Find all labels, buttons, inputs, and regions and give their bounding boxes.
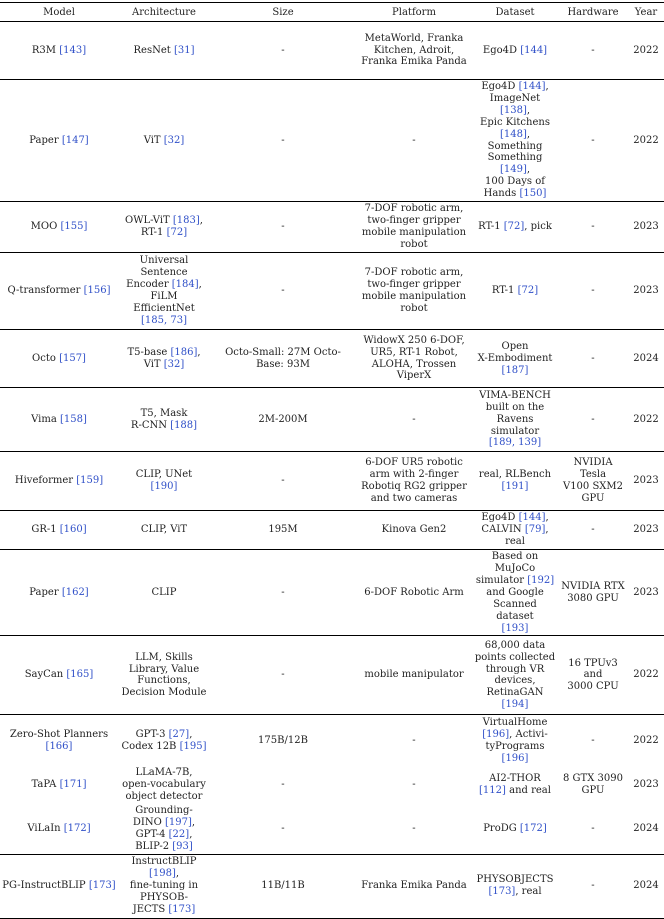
cell-text: Octo-Small: 27M Octo-Base: 93M [225,346,341,370]
cell-text: PHYSOBJECTS [476,874,554,886]
cell-text: - [281,778,285,790]
cell-text: 2023 [633,524,659,536]
cell-architecture [118,330,210,388]
table-body [0,22,664,919]
cell-architecture [118,636,210,715]
cell-text: CLIP, ViT [140,524,188,536]
cell-model [0,766,118,804]
cell-architecture [118,388,210,452]
cell-architecture [118,22,210,80]
cell-text: mobile manipulator [364,669,464,681]
cell-text: , BLIP-2 [135,828,193,852]
cell-text: Paper [29,134,62,146]
cell-model [0,202,118,253]
cell-architecture [118,452,210,511]
cell-platform [356,80,472,202]
cell-size [210,804,356,854]
cell-year [628,715,664,766]
cell-dataset [472,636,558,715]
cell-dataset [472,330,558,388]
cell-year [628,766,664,804]
cell-year [628,22,664,80]
table-row [0,550,664,636]
cell-text: Vima [31,413,60,425]
cell-text: Q-transformer [7,285,84,297]
cell-text: Hiveformer [14,475,77,487]
cell-architecture [118,854,210,918]
citation-link[interactable]: [72] [503,221,525,233]
cell-text: ViT [143,134,164,146]
citation-link[interactable]: [173] [168,903,196,915]
cell-text: ViLaIn [27,822,64,834]
citation-link[interactable]: [32] [163,358,185,370]
cell-size [210,330,356,388]
cell-text: , ViT [143,346,201,370]
cell-dataset [472,253,558,330]
cell-text: LLM, Skills Library, Value Functions, Decision Module [121,651,207,699]
cell-model [0,636,118,715]
cell-platform [356,715,472,766]
cell-text: 2023 [633,778,659,790]
cell-size [210,452,356,511]
citation-link[interactable]: [171] [59,778,87,790]
cell-text: 2022 [633,669,659,681]
cell-platform [356,804,472,854]
cell-text: - [591,524,595,536]
cell-platform [356,22,472,80]
cell-dataset [472,804,558,854]
cell-year [628,854,664,918]
citation-link[interactable]: [31] [173,44,195,56]
citation-link[interactable]: [190] [150,481,178,493]
citation-link[interactable]: [195] [179,740,207,752]
citation-link[interactable]: [187] [501,364,529,376]
cell-hardware [558,202,628,253]
cell-model [0,452,118,511]
cell-text: - [591,413,595,425]
cell-text: - [412,734,416,746]
cell-text: Ego4D [481,81,519,92]
citation-link[interactable]: [188] [170,419,198,431]
cell-text: , 100 Days of Hands [483,164,545,200]
cell-text: 68,000 data points collected through VR devices, RetinaGAN [474,639,556,699]
cell-architecture [118,202,210,253]
cell-platform [356,388,472,452]
cell-text: and Google Scanned dataset [486,586,544,622]
cell-hardware [558,550,628,636]
cell-text: 2023 [633,285,659,297]
cell-text: , real [505,524,549,548]
cell-text: - [591,734,595,746]
citation-link[interactable]: [192] [527,574,555,586]
cell-text: ProDG [483,822,520,834]
cell-text: CLIP, UNet [135,469,193,481]
cell-dataset [472,202,558,253]
cell-text: - [281,669,285,681]
cell-text: 8 GTX 3090 GPU [563,773,623,796]
cell-size [210,715,356,766]
cell-text: InstructBLIP [131,856,197,868]
cell-text: Based on MuJoCo simulator [475,551,539,586]
cell-text: 2022 [633,44,659,56]
cell-text: Zero-Shot Planners [9,728,109,740]
cell-dataset [472,511,558,550]
citation-link[interactable]: [144] [520,44,548,56]
cell-text: NVIDIA RTX 3080 GPU [561,580,625,604]
cell-text: and real [505,784,551,796]
cell-architecture [118,804,210,854]
cell-text: PG-InstructBLIP [2,880,89,892]
cell-hardware [558,854,628,918]
table-row [0,854,664,918]
cell-text: AI2-THOR [489,773,541,784]
citation-link[interactable]: [72] [166,227,188,239]
cell-size [210,202,356,253]
cell-text: , RT-1 [140,215,203,239]
cell-architecture [118,550,210,636]
cell-model [0,854,118,918]
table-row [0,511,664,550]
cell-text: 2023 [633,475,659,487]
table-row [0,452,664,511]
cell-architecture [118,715,210,766]
cell-size [210,388,356,452]
cell-dataset [472,80,558,202]
cell-year [628,388,664,452]
citation-link[interactable]: [166] [45,740,73,752]
cell-size [210,766,356,804]
citation-link[interactable]: [197] [165,816,192,828]
table-row [0,804,664,854]
cell-size [210,22,356,80]
cell-text: 2024 [633,822,659,834]
cell-platform [356,550,472,636]
cell-model [0,80,118,202]
citation-link[interactable]: [159] [76,475,104,487]
cell-hardware [558,388,628,452]
cell-dataset [472,854,558,918]
cell-model [0,511,118,550]
cell-text: , Codex 12B [121,728,193,752]
cell-text: , FiLM EfficientNet [133,279,202,314]
cell-text: - [281,221,285,233]
cell-year [628,452,664,511]
cell-text: Universal Sentence Encoder [126,255,189,291]
table-header-row [0,3,664,22]
cell-year [628,253,664,330]
model-comparison-table [0,2,664,919]
cell-text: - [591,880,595,892]
table-row [0,330,664,388]
cell-text: CLIP [151,586,177,598]
cell-text: , Something Something [487,128,543,164]
cell-text: , fine-tuning in PHYSOB- JECTS [129,868,199,915]
header-dataset: Dataset [495,6,535,18]
cell-text: , Epic Kitchens [480,104,550,128]
cell-model [0,550,118,636]
header-architecture: Architecture [132,6,196,18]
citation-link[interactable]: [184] [171,279,199,291]
citation-link[interactable]: [143] [59,44,87,56]
cell-text: SayCan [24,669,67,681]
cell-text: 2022 [633,134,659,146]
cell-text: Kinova Gen2 [381,524,447,536]
cell-year [628,330,664,388]
table-row [0,636,664,715]
cell-text: , Activi- tyPrograms [485,728,548,752]
cell-hardware [558,766,628,804]
citation-link[interactable]: [148] [499,128,527,140]
cell-text: - [412,134,416,146]
citation-link[interactable]: [93] [172,840,193,852]
cell-text: ResNet [133,44,174,56]
cell-platform [356,766,472,804]
cell-text: LLaMA-7B, open-vocabulary object detector [122,767,206,802]
cell-dataset [472,766,558,804]
cell-hardware [558,80,628,202]
cell-text: - [591,352,595,364]
cell-dataset [472,452,558,511]
cell-hardware [558,452,628,511]
citation-link[interactable]: [147] [61,134,89,146]
citation-link[interactable]: [196] [482,728,510,740]
cell-hardware [558,636,628,715]
cell-text: Octo [32,352,60,364]
citation-link[interactable]: [173] [88,880,116,892]
cell-text: - [591,285,595,297]
table-row [0,388,664,452]
citation-link[interactable]: [32] [163,134,185,146]
cell-size [210,636,356,715]
cell-platform [356,854,472,918]
cell-architecture [118,511,210,550]
citation-link[interactable]: [79] [524,524,546,536]
cell-text: - [591,134,595,146]
cell-text: NVIDIA Tesla V100 SXM2 GPU [562,457,624,504]
table-row [0,80,664,202]
citation-link[interactable]: [72] [517,285,539,297]
cell-year [628,511,664,550]
cell-text: OWL-ViT [125,215,173,227]
cell-hardware [558,511,628,550]
cell-dataset [472,715,558,766]
cell-size [210,80,356,202]
cell-text: MetaWorld, Franka Kitchen, Adroit, Franka Emika Panda [361,32,467,68]
citation-link[interactable]: [196] [501,752,529,764]
cell-text: 6-DOF Robotic Arm [364,586,464,598]
citation-link[interactable]: [194] [501,699,529,711]
citation-link[interactable]: [189, 139] [488,437,542,449]
cell-text: 2022 [633,734,659,746]
cell-text: 195M [268,524,298,536]
cell-hardware [558,330,628,388]
cell-text: , ImageNet [489,81,549,104]
citation-link[interactable]: [185, 73] [141,314,187,326]
cell-text: GPT-3 [135,728,169,740]
cell-text: GR-1 [31,524,60,536]
cell-year [628,80,664,202]
cell-dataset [472,388,558,452]
citation-link[interactable]: [172] [63,822,91,834]
cell-text: - [281,475,285,487]
cell-text: Grounding- DINO [132,804,193,828]
table-row [0,202,664,253]
cell-text: 2024 [633,880,659,892]
cell-architecture [118,766,210,804]
header-model: Model [43,6,75,18]
cell-text: 2022 [633,413,659,425]
cell-text: Paper [29,586,62,598]
cell-dataset [472,550,558,636]
cell-text: Open X-Embodiment [477,340,553,364]
cell-platform [356,636,472,715]
cell-size [210,511,356,550]
cell-hardware [558,715,628,766]
cell-text: 11B/11B [261,880,305,892]
cell-text: T5, Mask R-CNN [130,407,188,431]
cell-platform [356,330,472,388]
citation-link[interactable]: [162] [61,586,89,598]
citation-link[interactable]: [155] [60,221,88,233]
cell-text: 175B/12B [258,734,308,746]
cell-text: , real [515,886,542,898]
citation-link[interactable]: [22] [168,828,190,840]
cell-model [0,804,118,854]
cell-text: , CALVIN [481,512,549,536]
cell-platform [356,452,472,511]
citation-link[interactable]: [198] [148,868,176,880]
cell-text: 7-DOF robotic arm, two-finger gripper mobile manipulation robot [361,203,467,250]
cell-text: MOO [30,221,61,233]
cell-platform [356,253,472,330]
cell-text: Franka Emika Panda [361,880,467,892]
cell-text: RT-1 [478,221,504,233]
citation-link[interactable]: [191] [501,481,529,493]
citation-link[interactable]: [138] [499,104,527,116]
cell-text: - [281,285,285,297]
table-row [0,22,664,80]
cell-text: WidowX 250 6-DOF, UR5, RT-1 Robot, ALOHA, Trossen ViperX [363,334,465,382]
citation-link[interactable]: [172] [519,822,547,834]
cell-model [0,253,118,330]
cell-text: - [281,44,285,56]
citation-link[interactable]: [156] [83,285,111,297]
cell-text: - [412,413,416,425]
header-size: Size [272,6,294,18]
cell-hardware [558,253,628,330]
cell-year [628,550,664,636]
citation-link[interactable]: [160] [59,524,87,536]
cell-text: Ego4D [481,512,519,524]
cell-text: 6-DOF UR5 robotic arm with 2-finger Robotiq RG2 gripper and two cameras [361,457,467,504]
cell-hardware [558,804,628,854]
cell-text: - [591,822,595,834]
table-row [0,766,664,804]
cell-year [628,804,664,854]
citation-link[interactable]: [27] [168,728,190,740]
citation-link[interactable]: [165] [66,669,94,681]
citation-link[interactable]: [149] [499,164,527,176]
citation-link[interactable]: [183] [172,215,200,227]
cell-year [628,202,664,253]
cell-text: - [591,221,595,233]
citation-link[interactable]: [112] [479,784,506,796]
cell-size [210,854,356,918]
cell-text: - [281,822,285,834]
cell-text: 2023 [633,221,659,233]
cell-text: 2024 [633,352,659,364]
header-platform: Platform [392,6,436,18]
cell-text: - [591,44,595,56]
cell-model [0,330,118,388]
cell-text: real, RLBench [478,469,552,481]
citation-link[interactable]: [150] [519,188,547,200]
cell-architecture [118,80,210,202]
cell-platform [356,202,472,253]
cell-dataset [472,22,558,80]
cell-model [0,388,118,452]
cell-text: , GPT-4 [135,816,196,840]
cell-text: RT-1 [491,285,518,297]
citation-link[interactable]: [157] [59,352,86,364]
cell-text: - [281,134,285,146]
cell-size [210,550,356,636]
header-hardware: Hardware [567,6,619,18]
cell-size [210,253,356,330]
table-row [0,715,664,766]
citation-link[interactable]: [186] [170,346,198,358]
citation-link[interactable]: [173] [488,886,516,898]
cell-year [628,636,664,715]
cell-text: - [412,778,416,790]
cell-text: 2M-200M [258,413,308,425]
header-year: Year [634,6,658,18]
cell-text: 7-DOF robotic arm, two-finger gripper mobile manipulation robot [361,267,467,314]
cell-text: - [281,586,285,598]
cell-text: 2023 [633,586,659,598]
cell-model [0,715,118,766]
cell-text: VirtualHome [482,716,548,728]
citation-link[interactable]: [144] [518,81,546,92]
cell-text: - [412,822,416,834]
cell-text: Ego4D [482,44,521,56]
cell-text: R3M [31,44,60,56]
citation-link[interactable]: [144] [518,512,546,524]
cell-text: 16 TPUv3 and 3000 CPU [567,657,619,693]
cell-platform [356,511,472,550]
citation-link[interactable]: [158] [59,413,87,425]
cell-text: TaPA [31,778,60,790]
citation-link[interactable]: [193] [501,622,529,634]
cell-model [0,22,118,80]
table-row [0,253,664,330]
cell-text: , pick [524,221,552,233]
cell-text: VIMA-BENCH built on the Ravens simulator [479,389,551,437]
cell-hardware [558,22,628,80]
cell-architecture [118,253,210,330]
cell-text: T5-base [127,346,171,358]
